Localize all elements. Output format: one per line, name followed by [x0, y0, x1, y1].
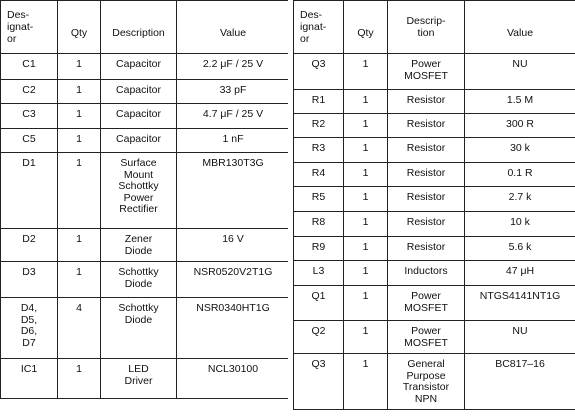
designator-text: Q1	[311, 290, 326, 302]
value-cell	[465, 54, 575, 90]
table-row	[1, 153, 290, 229]
qty-text: 1	[362, 358, 369, 370]
qty-text: 1	[76, 157, 82, 169]
description-cell	[101, 54, 177, 80]
value-cell	[465, 237, 575, 261]
description-cell	[388, 114, 465, 138]
value-cell	[177, 359, 290, 399]
designator-text: R5	[311, 191, 326, 203]
table-row	[294, 163, 575, 187]
table-row	[294, 90, 575, 114]
value-cell	[465, 286, 575, 321]
table-row	[1, 298, 290, 359]
header-description: Descrip- tion	[388, 1, 465, 54]
header-qty: Qty	[344, 1, 388, 54]
designator-cell	[1, 80, 58, 104]
value-text: 10 k	[510, 216, 530, 228]
qty-text: 1	[362, 142, 369, 154]
description-text: Power MOSFET	[404, 290, 448, 314]
value-cell	[177, 229, 290, 262]
table-row	[294, 187, 575, 212]
value-cell	[465, 114, 575, 138]
designator-text: R4	[311, 167, 326, 179]
table-row	[1, 129, 290, 153]
description-text: Resistor	[406, 191, 446, 203]
qty-text: 1	[362, 58, 369, 70]
value-text: NU	[512, 325, 528, 337]
qty-cell	[344, 138, 388, 163]
designator-cell	[294, 354, 344, 410]
value-cell	[465, 261, 575, 286]
qty-text: 1	[76, 133, 82, 145]
table-row	[1, 229, 290, 262]
table-row	[294, 261, 575, 286]
qty-text: 4	[76, 302, 82, 314]
qty-cell	[58, 262, 101, 298]
qty-text: 1	[362, 167, 369, 179]
qty-cell	[58, 54, 101, 80]
value-cell	[177, 153, 290, 229]
qty-cell	[344, 163, 388, 187]
table-row	[1, 104, 290, 129]
qty-text: 1	[76, 108, 82, 120]
value-cell	[465, 354, 575, 410]
description-text: Resistor	[406, 216, 446, 228]
value-cell	[177, 54, 290, 80]
value-text: 1 nF	[222, 133, 244, 145]
description-cell	[388, 54, 465, 90]
designator-cell	[294, 187, 344, 212]
designator-cell	[1, 298, 58, 359]
table-row	[294, 354, 575, 410]
description-text: Resistor	[406, 142, 446, 154]
description-text: Capacitor	[116, 58, 161, 70]
description-text: Schottky Diode	[118, 266, 159, 290]
value-text: 2.2 μF / 25 V	[202, 58, 264, 70]
designator-cell	[1, 153, 58, 229]
qty-text: 1	[362, 241, 369, 253]
designator-text: C5	[22, 133, 36, 145]
qty-cell	[58, 298, 101, 359]
qty-cell	[344, 237, 388, 261]
qty-cell	[344, 114, 388, 138]
description-cell	[388, 237, 465, 261]
designator-text: C1	[22, 58, 36, 70]
description-text: Inductors	[404, 265, 448, 277]
description-text: Resistor	[406, 241, 446, 253]
value-cell	[177, 298, 290, 359]
table-row	[294, 114, 575, 138]
qty-cell	[58, 359, 101, 399]
description-cell	[388, 163, 465, 187]
value-cell	[465, 90, 575, 114]
value-text: 2.7 k	[508, 191, 532, 203]
table-row	[294, 212, 575, 237]
designator-cell	[1, 54, 58, 80]
description-text: Capacitor	[116, 133, 161, 145]
designator-text: R8	[311, 216, 326, 228]
table-row	[1, 80, 290, 104]
description-text: Power MOSFET	[404, 58, 448, 82]
qty-cell	[58, 80, 101, 104]
value-text: NU	[512, 58, 528, 70]
qty-cell	[344, 354, 388, 410]
designator-text: L3	[312, 265, 325, 277]
qty-cell	[344, 212, 388, 237]
description-cell	[101, 359, 177, 399]
value-cell	[177, 104, 290, 129]
table-row	[294, 286, 575, 321]
description-cell	[101, 229, 177, 262]
bom-table-left	[0, 0, 290, 399]
designator-cell	[1, 129, 58, 153]
qty-text: 1	[76, 58, 82, 70]
value-cell	[465, 138, 575, 163]
designator-text: C3	[22, 108, 36, 120]
value-text: NSR0520V2T1G	[193, 266, 273, 278]
description-cell	[388, 321, 465, 354]
description-cell	[101, 104, 177, 129]
description-cell	[101, 153, 177, 229]
qty-text: 1	[76, 266, 82, 278]
qty-text: 1	[362, 118, 369, 130]
designator-cell	[294, 163, 344, 187]
designator-text: D4, D5, D6, D7	[20, 302, 38, 349]
designator-cell	[294, 286, 344, 321]
description-cell	[388, 90, 465, 114]
header-row	[294, 1, 575, 54]
value-text: NTGS4141NT1G	[479, 290, 561, 302]
value-cell	[177, 129, 290, 153]
qty-text: 1	[362, 94, 369, 106]
description-cell	[388, 212, 465, 237]
header-value: Value	[465, 1, 575, 54]
designator-text: D1	[22, 157, 36, 169]
table-row	[1, 54, 290, 80]
designator-text: Q3	[311, 58, 326, 70]
description-text: Resistor	[406, 118, 446, 130]
header-value: Value	[177, 1, 290, 54]
qty-cell	[344, 286, 388, 321]
designator-cell	[294, 90, 344, 114]
value-text: 1.5 M	[506, 94, 534, 106]
header-designator: Des- ignat- or	[1, 1, 58, 54]
value-text: 33 pF	[219, 84, 247, 96]
qty-cell	[58, 104, 101, 129]
value-text: 47 μH	[505, 265, 535, 277]
description-cell	[388, 187, 465, 212]
value-cell	[465, 321, 575, 354]
header-row	[1, 1, 290, 54]
designator-text: C2	[22, 84, 36, 96]
qty-text: 1	[76, 363, 82, 375]
designator-cell	[294, 114, 344, 138]
value-cell	[465, 187, 575, 212]
description-text: Schottky Diode	[118, 302, 159, 326]
designator-cell	[1, 229, 58, 262]
designator-text: D2	[22, 233, 36, 245]
qty-text: 1	[362, 290, 369, 302]
qty-text: 1	[76, 233, 82, 245]
qty-cell	[344, 187, 388, 212]
designator-cell	[294, 237, 344, 261]
value-text: 16 V	[222, 233, 244, 245]
header-description: Description	[101, 1, 177, 54]
designator-text: R9	[311, 241, 326, 253]
table-row	[1, 262, 290, 298]
qty-text: 1	[362, 265, 369, 277]
qty-cell	[344, 90, 388, 114]
value-cell	[177, 80, 290, 104]
description-cell	[388, 354, 465, 410]
qty-cell	[58, 129, 101, 153]
description-text: Resistor	[406, 94, 446, 106]
table-row	[294, 138, 575, 163]
table-row	[294, 321, 575, 354]
designator-text: Q2	[311, 325, 326, 337]
description-cell	[101, 80, 177, 104]
table-row	[294, 54, 575, 90]
value-text: 0.1 R	[507, 167, 533, 179]
description-cell	[101, 262, 177, 298]
qty-cell	[58, 153, 101, 229]
qty-text: 1	[362, 191, 369, 203]
description-cell	[388, 286, 465, 321]
value-cell	[465, 163, 575, 187]
bom-table-right	[293, 0, 575, 410]
table-row	[1, 359, 290, 399]
value-cell	[177, 262, 290, 298]
designator-cell	[294, 321, 344, 354]
value-text: NSR0340HT1G	[196, 302, 270, 314]
designator-text: R1	[311, 94, 326, 106]
value-text: MBR130T3G	[202, 157, 264, 169]
designator-cell	[1, 359, 58, 399]
description-text: LED Driver	[124, 363, 153, 387]
description-cell	[101, 298, 177, 359]
designator-cell	[294, 261, 344, 286]
qty-cell	[344, 54, 388, 90]
description-text: Capacitor	[116, 84, 161, 96]
designator-cell	[1, 104, 58, 129]
table-row	[294, 237, 575, 261]
description-text: Capacitor	[116, 108, 161, 120]
description-cell	[388, 138, 465, 163]
description-text: Power MOSFET	[404, 325, 448, 349]
description-cell	[101, 129, 177, 153]
designator-text: R2	[311, 118, 326, 130]
designator-cell	[294, 54, 344, 90]
header-qty: Qty	[58, 1, 101, 54]
qty-text: 1	[362, 216, 369, 228]
description-text: General Purpose Transistor NPN	[402, 358, 450, 405]
value-text: 300 R	[505, 118, 535, 130]
designator-text: Q3	[311, 358, 326, 370]
value-text: BC817–16	[495, 358, 545, 370]
qty-text: 1	[362, 325, 369, 337]
designator-text: IC1	[20, 363, 38, 375]
qty-cell	[344, 261, 388, 286]
value-text: 5.6 k	[508, 241, 532, 253]
designator-text: R3	[311, 142, 326, 154]
designator-cell	[1, 262, 58, 298]
designator-cell	[294, 212, 344, 237]
designator-cell	[294, 138, 344, 163]
qty-text: 1	[76, 84, 82, 96]
description-text: Zener Diode	[124, 233, 153, 257]
qty-cell	[344, 321, 388, 354]
value-text: NCL30100	[207, 363, 259, 375]
value-text: 4.7 μF / 25 V	[202, 108, 264, 120]
value-cell	[465, 212, 575, 237]
designator-text: D3	[22, 266, 36, 278]
description-cell	[388, 261, 465, 286]
description-text: Surface Mount Schottky Power Rectifier	[118, 157, 159, 215]
qty-cell	[58, 229, 101, 262]
description-text: Resistor	[406, 167, 446, 179]
value-text: 30 k	[510, 142, 530, 154]
header-designator: Des- ignat- or	[294, 1, 344, 54]
